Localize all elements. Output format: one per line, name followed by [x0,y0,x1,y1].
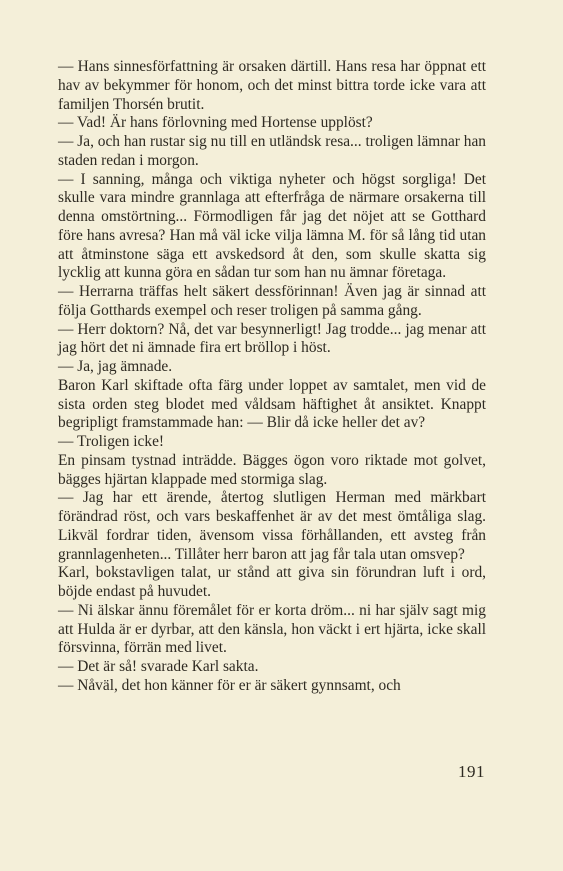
paragraph: En pinsam tystnad inträdde. Bägges ögon voro riktade mot golvet, bägges hjärtan klappade med stormiga slag. [58,451,486,488]
paragraph: — Jag har ett ärende, återtog slutligen Herman med märkbart förändrad röst, och vars beskaffenhet är av det mest ömtåliga slag. Likväl fordrar tiden, ävensom vissa förhållanden, ett avsteg från grannlagenheten... Tillåter herr baron att jag får tala utan omsvep? [58,489,486,563]
paragraph: — Hans sinnesförfattning är orsaken därtill. Hans resa har öppnat ett hav av bekymmer för honom, och det minst bittra torde icke vara att familjen Thorsén brutit. [58,58,486,113]
page-number: 191 [458,762,485,781]
paragraph: — Nåväl, det hon känner för er är säkert gynnsamt, och [58,676,401,694]
paragraph: Karl, bokstavligen talat, ur stånd att giva sin förundran luft i ord, böjde endast på huvudet. [58,564,486,600]
paragraph: — Herrarna träffas helt säkert dessförinnan! Även jag är sinnad att följa Gotthards exempel och reser troligen på samma gång. [58,283,486,319]
paragraph: — I sanning, många och viktiga nyheter och högst sorgliga! Det skulle vara mindre grannlaga att efterfråga de närmare orsakerna till denna omstörtning... Förmodligen får jag det nöjet att se Gotthard före hans avresa? Han må väl icke vilja lämna M. för så lång tid utan att åtminstone säga ett avskedsord åt den, som skulle skatta sig lycklig att kunna göra en sådan tur som han nu ämnar företaga. [58,170,486,282]
paragraph: — Det är så! svarade Karl sakta. [58,658,259,675]
paragraph: — Troligen icke! [58,433,165,450]
page-body-text [58,58,486,696]
paragraph: — Ni älskar ännu föremålet för er korta dröm... ni har själv sagt mig att Hulda är er dyrbar, att den känsla, hon väckt i ert hjärta, icke skall försvinna, förrän med livet. [58,601,486,657]
paragraph: — Vad! Är hans förlovning med Hortense upplöst? [58,114,373,132]
paragraph: — Ja, och han rustar sig nu till en utländsk resa... troligen lämnar han staden redan i morgon. [58,133,486,169]
paragraph: Baron Karl skiftade ofta färg under loppet av samtalet, men vid de sista orden steg blodet med våldsam häftighet åt ansiktet. Knappt begripligt framstammade han: — Blir då icke heller det av? [58,376,486,432]
paragraph: — Herr doktorn? Nå, det var besynnerligt! Jag trodde... jag menar att jag hört det ni ämnade fira ert bröllop i höst. [58,320,486,357]
paragraph: — Ja, jag ämnade. [58,358,173,375]
